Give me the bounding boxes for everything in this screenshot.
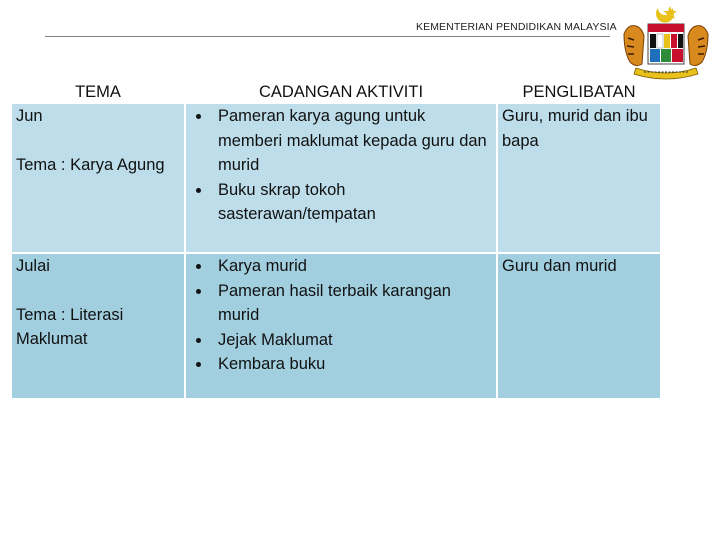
table-row	[12, 253, 660, 399]
table-header-row	[12, 80, 660, 104]
theme-label: Tema : Karya Agung	[16, 155, 165, 174]
table-row	[12, 104, 660, 253]
theme-cell	[12, 253, 185, 399]
activities-cell	[185, 253, 497, 399]
list-item: Pameran karya agung untuk memberi maklumat kepada guru dan murid	[190, 104, 492, 178]
list-item: Pameran hasil terbaik karangan murid	[190, 279, 492, 328]
theme-cell	[12, 104, 185, 253]
header-divider	[45, 36, 610, 37]
list-item: Karya murid	[190, 254, 492, 279]
list-item: Jejak Maklumat	[190, 328, 492, 353]
month-label: Jun	[16, 107, 43, 125]
list-item: Kembara buku	[190, 352, 492, 377]
header-cadangan-aktiviti: CADANGAN AKTIVITI	[185, 80, 497, 104]
involvement-cell: Guru dan murid	[497, 253, 660, 399]
ministry-name: KEMENTERIAN PENDIDIKAN MALAYSIA	[416, 21, 617, 33]
list-item: Buku skrap tokoh sasterawan/tempatan	[190, 178, 492, 227]
activities-cell	[185, 104, 497, 253]
involvement-cell: Guru, murid dan ibu bapa	[497, 104, 660, 253]
activity-plan-table	[12, 80, 660, 400]
month-label: Julai	[16, 257, 50, 275]
theme-label: Tema : Literasi Maklumat	[16, 305, 124, 348]
header-penglibatan: PENGLIBATAN	[497, 80, 660, 104]
header-tema: TEMA	[12, 80, 185, 104]
coat-of-arms-icon	[618, 4, 714, 82]
